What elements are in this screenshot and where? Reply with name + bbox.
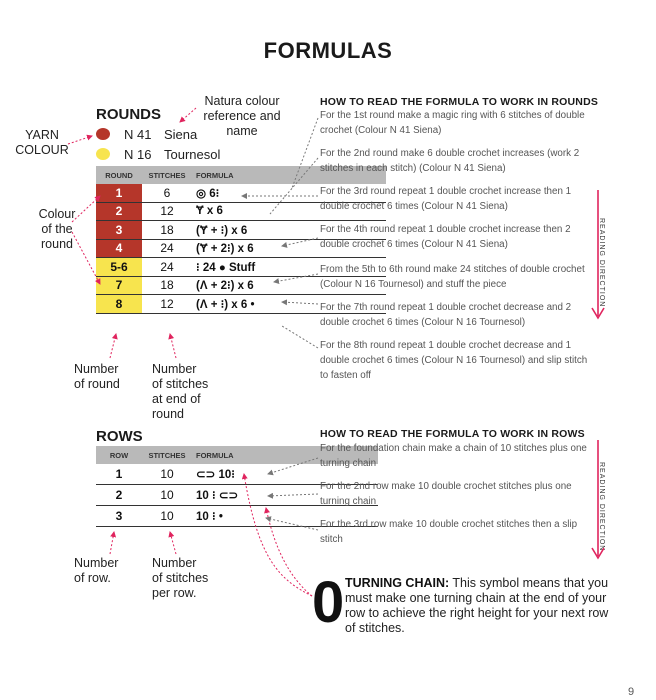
header-formula: FORMULA — [192, 166, 386, 184]
reading-direction-rows: READING DIRECTION — [598, 462, 605, 552]
round-number: 5-6 — [96, 258, 142, 277]
round-number: 3 — [96, 221, 142, 240]
note-7-connector — [282, 326, 318, 348]
round-stitches: 18 — [142, 221, 192, 240]
round-formula: Ɏ x 6 — [192, 202, 386, 221]
round-stitches: 6 — [142, 184, 192, 202]
colour-name-siena: Siena — [164, 127, 198, 142]
row-number: 3 — [96, 506, 142, 527]
row-formula: 10 ⁝ ⊂⊃ — [192, 485, 378, 506]
round-number: 1 — [96, 184, 142, 202]
turning-chain-label: TURNING CHAIN: — [345, 576, 450, 590]
header-row-stitches: STITCHES — [142, 446, 192, 464]
page-number: 9 — [628, 686, 635, 698]
turning-chain-description — [345, 576, 620, 636]
row-formula: 10 ⁝ • — [192, 506, 378, 527]
round-number: 7 — [96, 276, 142, 295]
rounds-heading: ROUNDS — [96, 106, 162, 123]
colour-swatch-siena — [96, 128, 110, 140]
row-number: 1 — [96, 464, 142, 485]
row-stitches: 10 — [142, 485, 192, 506]
header-round: ROUND — [96, 166, 142, 184]
round-note-2: For the 2nd round make 6 double crochet increases (work 2 stitches in each stitch) (Colour N 41 Siena) — [320, 148, 580, 174]
turning-chain-text: This symbol means that you must make one turning chain at the end of your row to achieve the right height for your next row of stitches. — [345, 576, 609, 635]
number-of-stitches-per-row-label: Number of stitches per row. — [152, 556, 209, 600]
row-note-1: For the foundation chain make a chain of 10 stitches plus one turning chain — [320, 443, 587, 469]
rows-heading: ROWS — [96, 428, 143, 445]
round-formula: ◎ 6⁝ — [192, 184, 386, 202]
reading-direction-rounds: READING DIRECTION — [598, 218, 605, 308]
round-note-6: For the 7th round repeat 1 double crochet decrease and 2 double crochet 6 times (Colour N 16 Tournesol) — [320, 302, 572, 328]
round-note-3: For the 3rd round repeat 1 double crochet increase then 1 double crochet 6 times (Colour N 41 Siena) — [320, 186, 572, 212]
round-stitches: 24 — [142, 239, 192, 258]
header-row: ROW — [96, 446, 142, 464]
reading-direction-arrowhead-rounds — [592, 308, 604, 318]
round-formula: (Ʌ + ⁝) x 6 • — [192, 295, 386, 314]
round-formula: (Ɏ + ⁝) x 6 — [192, 221, 386, 240]
number-of-stitches-label: Number of stitches at end of round — [152, 362, 209, 421]
colour-of-round-label: Colour of the round — [38, 207, 76, 251]
number-row-stitches-arrow — [170, 532, 176, 554]
number-round-arrow — [110, 334, 116, 358]
round-formula: (Ʌ + 2⁝) x 6 — [192, 276, 386, 295]
round-stitches: 18 — [142, 276, 192, 295]
number-row-arrow — [110, 532, 114, 554]
row-number: 2 — [96, 485, 142, 506]
yarn-colour-label: YARN COLOUR — [15, 128, 69, 157]
natura-arrow — [180, 108, 196, 122]
round-note-5: From the 5th to 6th round make 24 stitches of double crochet (Colour N 16 Tournesol) and stuff the piece — [320, 264, 585, 290]
colour-name-tournesol: Tournesol — [164, 147, 221, 162]
colour-swatch-tournesol — [96, 148, 110, 160]
colour-code-tournesol: N 16 — [124, 147, 152, 162]
rows-read-heading: HOW TO READ THE FORMULA TO WORK IN ROWS — [320, 428, 585, 440]
row-note-2: For the 2nd row make 10 double crochet stitches plus one turning chain — [320, 481, 572, 507]
round-number: 8 — [96, 295, 142, 314]
header-row-formula: FORMULA — [192, 446, 378, 464]
natura-label: Natura colour reference and name — [203, 94, 281, 138]
round-number: 4 — [96, 239, 142, 258]
round-note-1: For the 1st round make a magic ring with 6 stitches of double crochet (Colour N 41 Siena) — [320, 110, 585, 136]
number-stitches-arrow — [170, 334, 176, 358]
turning-chain-symbol: 0 — [312, 570, 345, 635]
row-stitches: 10 — [142, 464, 192, 485]
header-stitches: STITCHES — [142, 166, 192, 184]
row-formula: ⊂⊃ 10⁝ — [192, 464, 378, 485]
row-stitches: 10 — [142, 506, 192, 527]
round-note-4: For the 4th round repeat 1 double crochet increase then 2 double crochet 6 times (Colour N 41 Siena) — [320, 224, 571, 250]
round-formula: (Ɏ + 2⁝) x 6 — [192, 239, 386, 258]
number-of-row-label: Number of row. — [74, 556, 119, 585]
page-title: FORMULAS — [263, 38, 393, 63]
round-note-7: For the 8th round repeat 1 double crochet decrease and 1 double crochet 6 times (Colour N 16 Tournesol) and slip stitch to fasten off — [320, 340, 588, 381]
round-number: 2 — [96, 202, 142, 221]
yarn-colour-arrow — [68, 136, 92, 144]
number-of-round-label: Number of round — [74, 362, 120, 391]
round-stitches: 12 — [142, 202, 192, 221]
round-formula: ⁝ 24 ● Stuff — [192, 258, 386, 277]
colour-code-siena: N 41 — [124, 127, 152, 142]
round-stitches: 12 — [142, 295, 192, 314]
row-note-3: For the 3rd row make 10 double crochet stitches then a slip stitch — [320, 519, 578, 545]
round-stitches: 24 — [142, 258, 192, 277]
rounds-read-heading: HOW TO READ THE FORMULA TO WORK IN ROUNDS — [320, 96, 599, 108]
